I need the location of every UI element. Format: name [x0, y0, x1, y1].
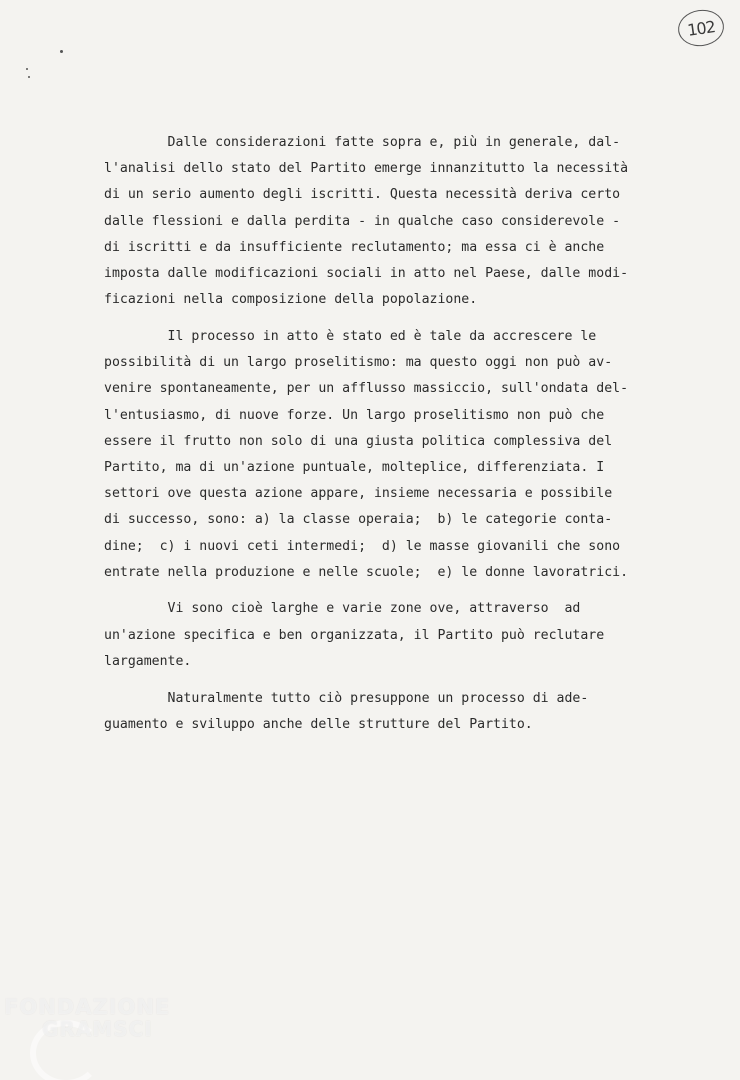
text-line: l'analisi dello stato del Partito emerge innanzitutto la necessità [104, 161, 629, 177]
text-line: ficazioni nella composizione della popolazione. [104, 292, 478, 308]
text-line: un'azione specifica e ben organizzata, il Partito può reclutare [104, 627, 605, 643]
text-line: essere il frutto non solo di una giusta politica complessiva del [104, 433, 613, 449]
text-line: settori ove questa azione appare, insieme necessaria e possibile [104, 486, 613, 502]
text-line: venire spontaneamente, per un afflusso massiccio, sull'ondata del- [104, 381, 629, 397]
paragraph-4 [104, 686, 704, 738]
text-line: dine; c) i nuovi ceti intermedi; d) le masse giovanili che sono [104, 538, 621, 554]
page-number-stamp [676, 7, 727, 49]
text-line: di successo, sono: a) la classe operaia; b) le categorie conta- [104, 512, 613, 528]
paper-speck [28, 76, 30, 78]
text-line: Dalle considerazioni fatte sopra e, più in generale, dal- [104, 135, 621, 150]
text-line: Naturalmente tutto ciò presuppone un processo di ade- [104, 690, 589, 706]
text-line: di iscritti e da insufficiente reclutamento; ma essa ci è anche [104, 239, 605, 255]
text-line: Partito, ma di un'azione puntuale, molteplice, differenziata. I [104, 459, 605, 475]
paragraph-1 [104, 130, 704, 313]
text-line: l'entusiasmo, di nuove forze. Un largo proselitismo non può che [104, 407, 605, 423]
paragraph-2 [104, 324, 704, 586]
paragraph-3 [104, 596, 704, 675]
paper-speck [26, 68, 28, 70]
watermark [4, 996, 170, 1040]
text-line: entrate nella produzione e nelle scuole; e) le donne lavoratrici. [104, 564, 629, 580]
text-line: di un serio aumento degli iscritti. Questa necessità deriva certo [104, 187, 621, 203]
text-line: dalle flessioni e dalla perdita - in qualche caso considerevole - [104, 213, 621, 229]
text-line: Il processo in atto è stato ed è tale da accrescere le [104, 328, 597, 344]
text-line: possibilità di un largo proselitismo: ma questo oggi non può av- [104, 355, 613, 371]
typewritten-text [104, 130, 704, 748]
text-line: largamente. [104, 653, 192, 669]
watermark-line-2: GRAMSCI [42, 1017, 153, 1041]
watermark-line-1: FONDAZIONE [4, 995, 171, 1019]
text-line: Vi sono cioè larghe e varie zone ove, attraverso ad [104, 601, 581, 617]
text-line: guamento e sviluppo anche delle strutture del Partito. [104, 716, 533, 732]
text-line: imposta dalle modificazioni sociali in atto nel Paese, dalle modi- [104, 266, 629, 282]
paper-speck [60, 50, 63, 53]
page-number: 102 [686, 16, 716, 40]
